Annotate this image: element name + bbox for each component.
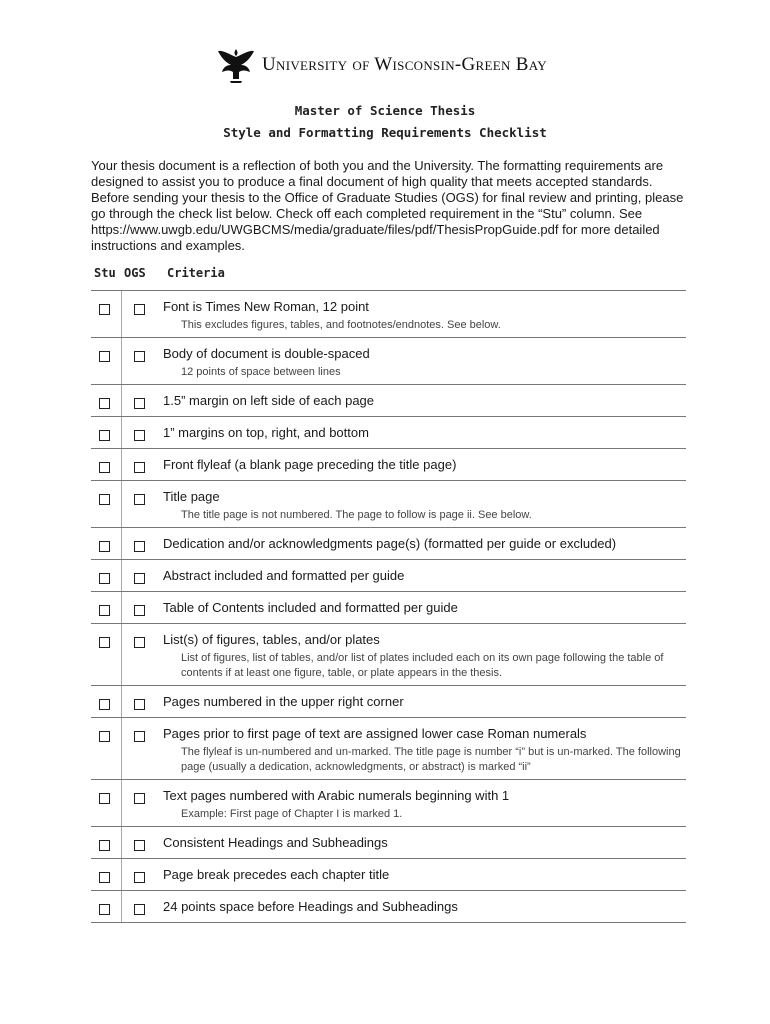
ogs-checkbox[interactable] <box>134 304 145 315</box>
ogs-checkbox[interactable] <box>134 904 145 915</box>
stu-checkbox[interactable] <box>99 840 110 851</box>
criterion-text: Text pages numbered with Arabic numerals beginning with 1 <box>163 788 510 803</box>
stu-checkbox[interactable] <box>99 494 110 505</box>
column-header-criteria: Criteria <box>167 266 225 280</box>
column-divider <box>121 780 122 826</box>
checklist-row <box>91 481 686 527</box>
criterion-text: Font is Times New Roman, 12 point <box>163 299 369 314</box>
column-divider <box>121 624 122 685</box>
criterion-text: Dedication and/or acknowledgments page(s) (formatted per guide or excluded) <box>163 536 617 551</box>
criterion-note: The flyleaf is un-numbered and un-marked. The title page is number “i” but is un-marked. The following page (usually a dedication, acknowledgments, or abstract) is marked “ii” <box>181 746 681 773</box>
checklist-row <box>91 592 686 623</box>
criterion-note: Example: First page of Chapter I is marked 1. <box>181 808 403 820</box>
column-divider <box>121 560 122 591</box>
checklist <box>91 290 686 923</box>
criterion-text: Body of document is double-spaced <box>163 346 370 361</box>
ogs-checkbox[interactable] <box>134 637 145 648</box>
criterion-note: 12 points of space between lines <box>181 366 341 378</box>
column-divider <box>121 449 122 480</box>
criterion-text: Pages prior to first page of text are assigned lower case Roman numerals <box>163 726 587 741</box>
checklist-row <box>91 291 686 337</box>
criterion-text: 1.5” margin on left side of each page <box>163 393 375 408</box>
checklist-row <box>91 827 686 858</box>
criterion-text: Page break precedes each chapter title <box>163 867 390 882</box>
intro-paragraph: Your thesis document is a reflection of both you and the University. The formatting requirements are designed to assist you to produce a final document of high quality that meets accepted standards. Before sending your thesis to the Office of Graduate Studies (OGS) for final review and printing, please go through the check list below. Check off each completed requirement in the “Stu” column. See https://www.uwgb.edu/UWGBCMS/media/graduate/files/pdf/ThesisPropGuide.pdf for more detailed instructions and examples. <box>91 158 684 253</box>
stu-checkbox[interactable] <box>99 304 110 315</box>
university-name: University of Wisconsin-Green Bay <box>262 54 547 75</box>
stu-checkbox[interactable] <box>99 541 110 552</box>
stu-checkbox[interactable] <box>99 462 110 473</box>
stu-checkbox[interactable] <box>99 872 110 883</box>
column-divider <box>121 291 122 337</box>
stu-checkbox[interactable] <box>99 904 110 915</box>
stu-checkbox[interactable] <box>99 573 110 584</box>
column-divider <box>121 718 122 779</box>
checklist-row <box>91 417 686 448</box>
stu-checkbox[interactable] <box>99 398 110 409</box>
criterion-text: Abstract included and formatted per guide <box>163 568 405 583</box>
ogs-checkbox[interactable] <box>134 351 145 362</box>
ogs-checkbox[interactable] <box>134 731 145 742</box>
ogs-checkbox[interactable] <box>134 872 145 883</box>
criterion-text: List(s) of figures, tables, and/or plates <box>163 632 380 647</box>
ogs-checkbox[interactable] <box>134 573 145 584</box>
checklist-row <box>91 528 686 559</box>
header <box>216 44 576 86</box>
checklist-row <box>91 624 686 685</box>
column-headers <box>91 264 691 284</box>
ogs-checkbox[interactable] <box>134 605 145 616</box>
ogs-checkbox[interactable] <box>134 462 145 473</box>
stu-checkbox[interactable] <box>99 731 110 742</box>
criterion-text: 1” margins on top, right, and bottom <box>163 425 369 440</box>
criterion-note: List of figures, list of tables, and/or list of plates included each on its own page following the table of contents if at least one figure, table, or plate appears in the thesis. <box>181 652 664 679</box>
stu-checkbox[interactable] <box>99 793 110 804</box>
criterion-text: Front flyleaf (a blank page preceding the title page) <box>163 457 457 472</box>
column-header-ogs: OGS <box>124 266 146 280</box>
criterion-note: This excludes figures, tables, and footnotes/endnotes. See below. <box>181 319 501 331</box>
criterion-text: Title page <box>163 489 220 504</box>
column-divider <box>121 417 122 448</box>
document-title <box>0 100 770 144</box>
column-divider <box>121 338 122 384</box>
checklist-row <box>91 686 686 717</box>
ogs-checkbox[interactable] <box>134 541 145 552</box>
criterion-text: 24 points space before Headings and Subheadings <box>163 899 458 914</box>
stu-checkbox[interactable] <box>99 605 110 616</box>
title-line-1: Master of Science Thesis <box>294 103 476 118</box>
column-divider <box>121 481 122 527</box>
column-divider <box>121 686 122 717</box>
checklist-row <box>91 560 686 591</box>
column-divider <box>121 528 122 559</box>
row-divider <box>91 922 686 923</box>
ogs-checkbox[interactable] <box>134 793 145 804</box>
ogs-checkbox[interactable] <box>134 699 145 710</box>
stu-checkbox[interactable] <box>99 430 110 441</box>
checklist-row <box>91 891 686 922</box>
checklist-row <box>91 780 686 826</box>
criterion-text: Pages numbered in the upper right corner <box>163 694 404 709</box>
stu-checkbox[interactable] <box>99 699 110 710</box>
criterion-text: Consistent Headings and Subheadings <box>163 835 388 850</box>
criterion-text: Table of Contents included and formatted per guide <box>163 600 458 615</box>
column-divider <box>121 827 122 858</box>
checklist-row <box>91 338 686 384</box>
column-divider <box>121 385 122 416</box>
ogs-checkbox[interactable] <box>134 840 145 851</box>
column-header-stu: Stu <box>94 266 116 280</box>
column-divider <box>121 592 122 623</box>
column-divider <box>121 891 122 922</box>
title-line-2: Style and Formatting Requirements Checklist <box>223 125 547 140</box>
checklist-row <box>91 718 686 779</box>
checklist-row <box>91 385 686 416</box>
phoenix-logo-icon <box>216 45 256 85</box>
stu-checkbox[interactable] <box>99 637 110 648</box>
checklist-row <box>91 449 686 480</box>
stu-checkbox[interactable] <box>99 351 110 362</box>
criterion-note: The title page is not numbered. The page to follow is page ii. See below. <box>181 509 532 521</box>
column-divider <box>121 859 122 890</box>
ogs-checkbox[interactable] <box>134 398 145 409</box>
checklist-row <box>91 859 686 890</box>
ogs-checkbox[interactable] <box>134 430 145 441</box>
ogs-checkbox[interactable] <box>134 494 145 505</box>
